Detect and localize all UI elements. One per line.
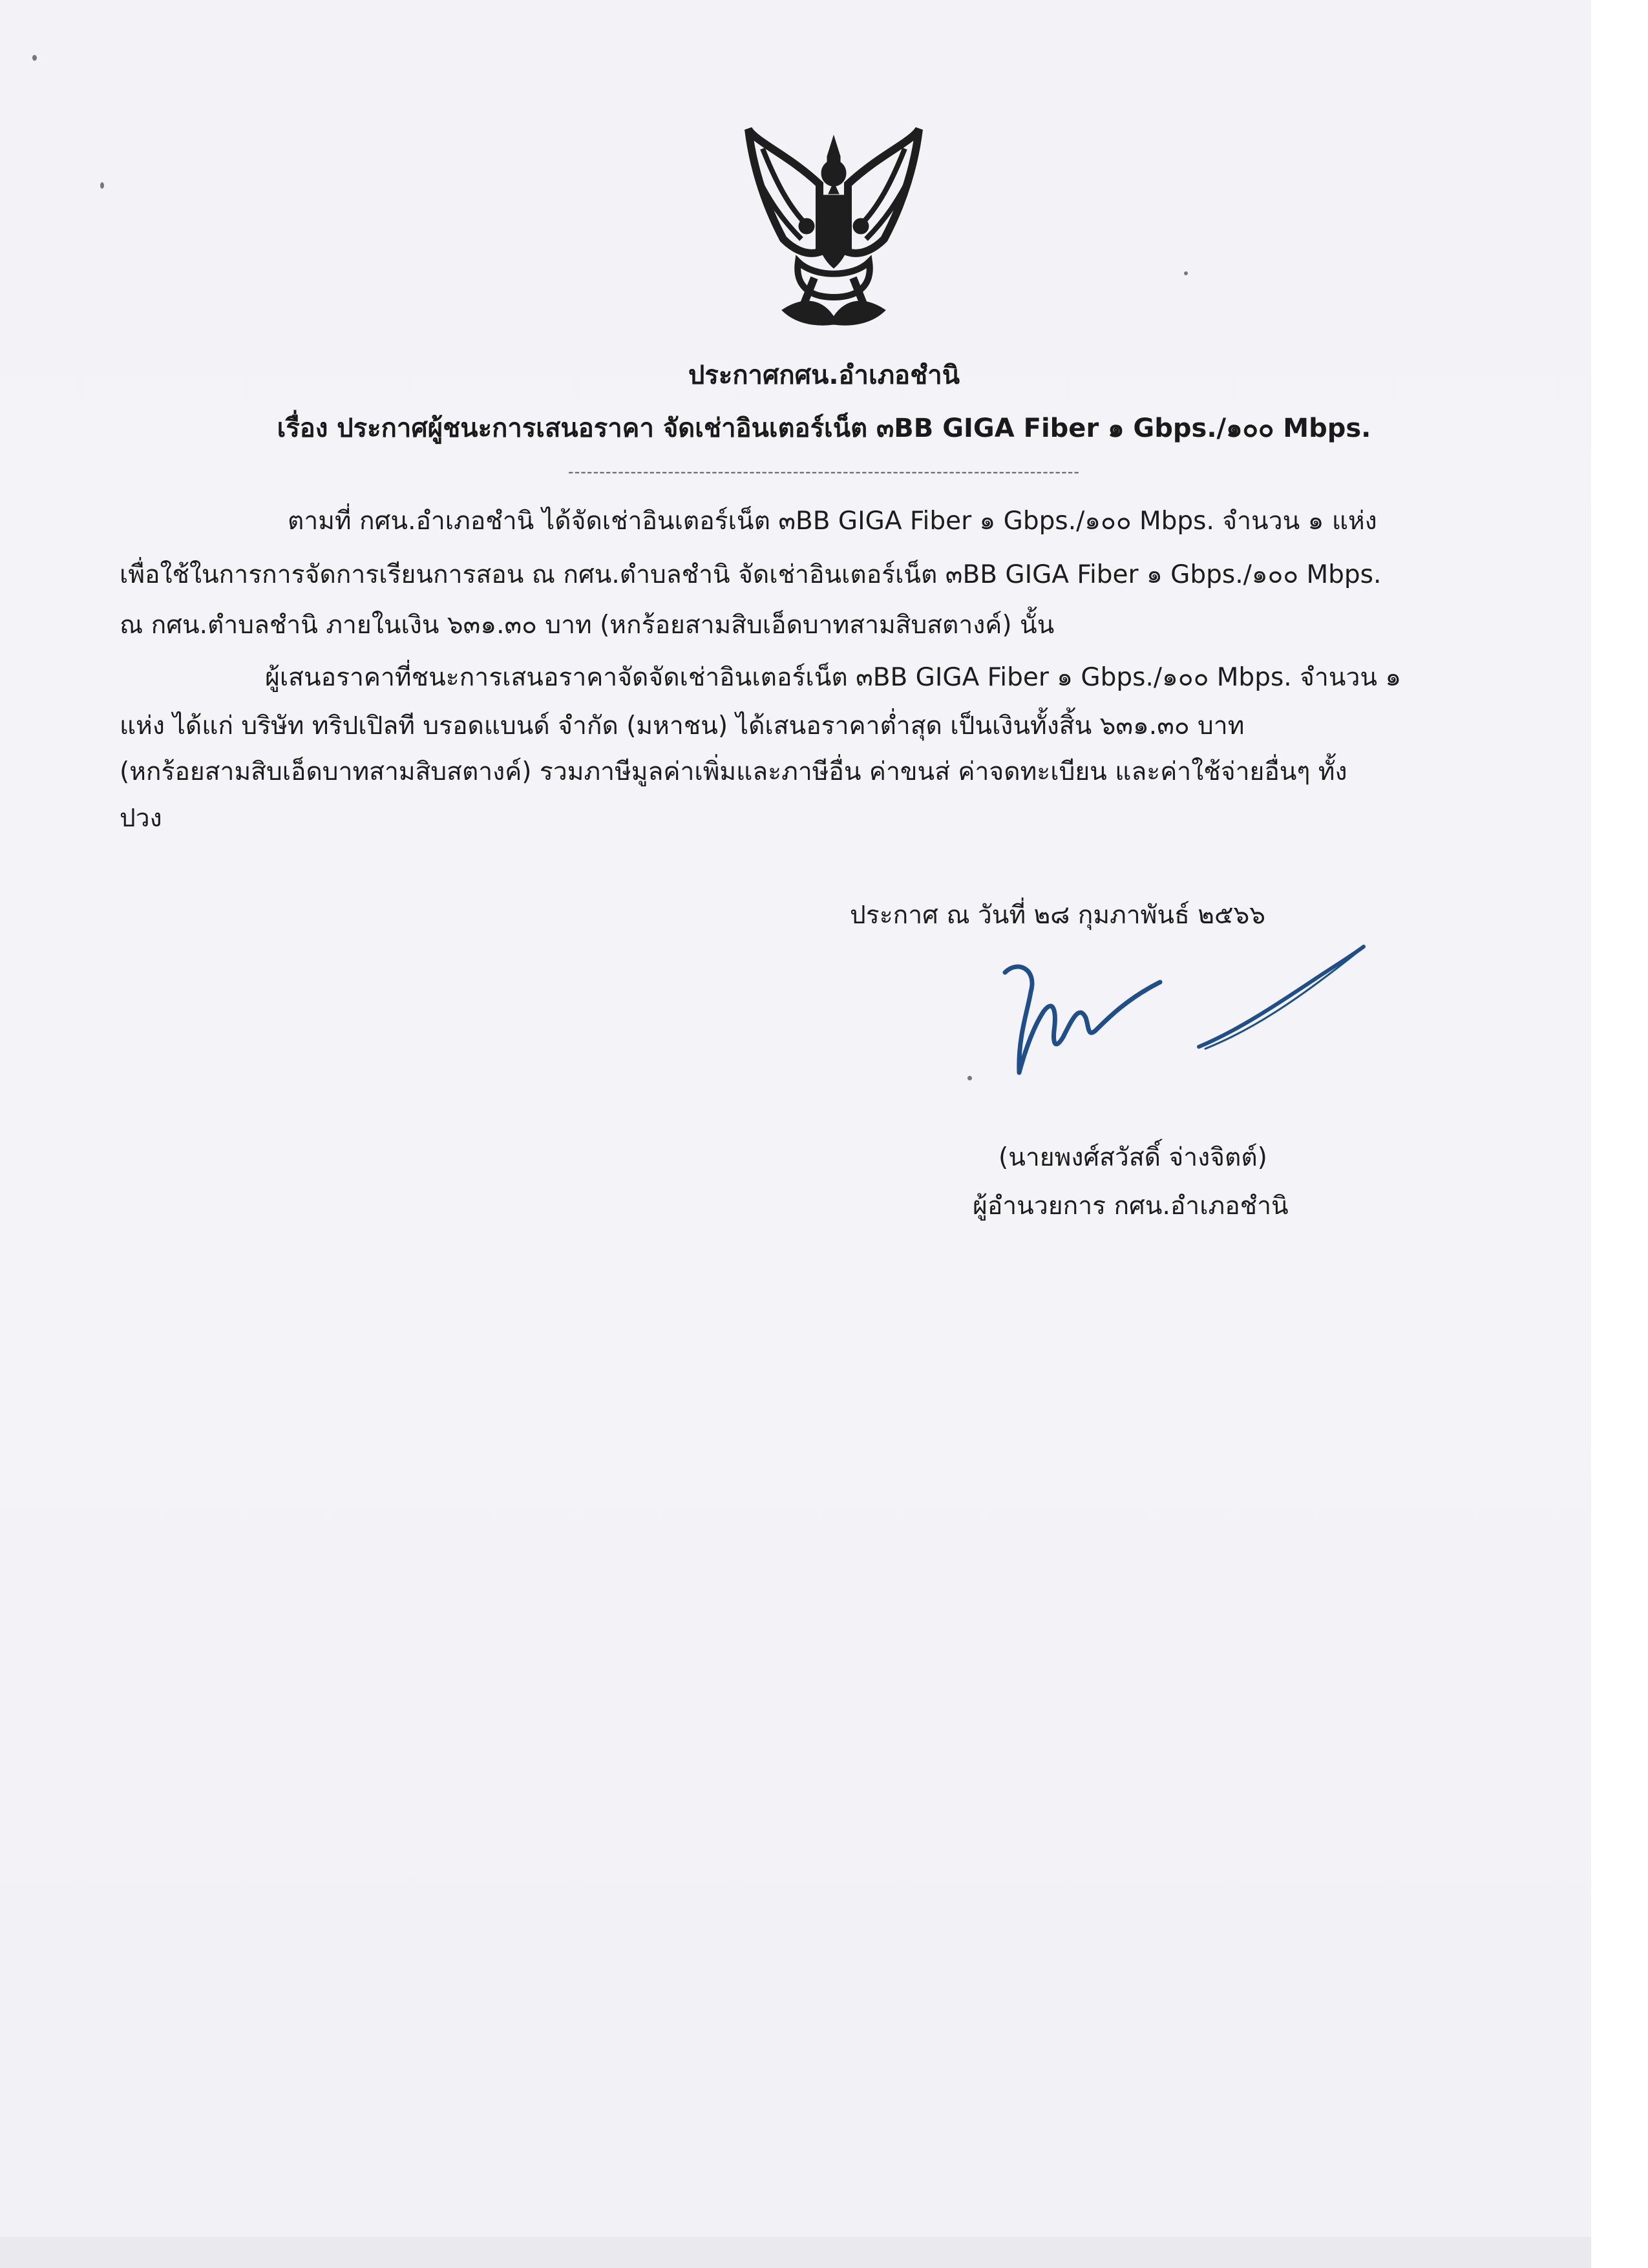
scan-speck (100, 182, 104, 189)
body-line-1: ตามที่ กศน.อำเภอชำนิ ได้จัดเช่าอินเตอร์เน็ต ๓BB GIGA Fiber ๑ Gbps./๑๐๐ Mbps. จำนวน ๑ แห่ง (288, 507, 1377, 536)
scan-speck (1184, 271, 1188, 275)
body-line-2: เพื่อใช้ในการการจัดการเรียนการสอน ณ กศน.ตำบลชำนิ จัดเช่าอินเตอร์เน็ต ๓BB GIGA Fiber ๑ Gbps./๑๐๐ Mbps. (120, 560, 1382, 589)
announcement-subject: เรื่อง ประกาศผู้ชนะการเสนอราคา จัดเช่าอินเตอร์เน็ต ๓BB GIGA Fiber ๑ Gbps./๑๐๐ Mbps. (277, 414, 1371, 443)
garuda-emblem-icon (737, 123, 931, 333)
signatory-position: ผู้อำนวยการ กศน.อำเภอชำนิ (973, 1192, 1289, 1221)
body-line-4: ผู้เสนอราคาที่ชนะการเสนอราคาจัดจัดเช่าอินเตอร์เน็ต ๓BB GIGA Fiber ๑ Gbps./๑๐๐ Mbps. จำนวน ๑ (265, 663, 1402, 692)
scan-speck (967, 1076, 972, 1080)
scan-margin (0, 2237, 1591, 2268)
handwritten-signature-icon (992, 934, 1380, 1089)
announcement-title: ประกาศกศน.อำเภอชำนิ (688, 361, 960, 390)
scan-speck (32, 55, 37, 61)
body-line-7: ปวง (120, 804, 162, 833)
signatory-name: (นายพงศ์สวัสดิ์ จ่างจิตต์) (998, 1143, 1267, 1172)
body-line-5: แห่ง ได้แก่ บริษัท ทริปเปิลที บรอดแบนด์ จำกัด (มหาชน) ได้เสนอราคาต่ำสุด เป็นเงินทั้งสิ้น ๖๓๑.๓๐ บาท (120, 711, 1245, 740)
announcement-date: ประกาศ ณ วันที่ ๒๘ กุมภาพันธ์ ๒๕๖๖ (850, 901, 1265, 930)
body-line-3: ณ กศน.ตำบลชำนิ ภายในเงิน ๖๓๑.๓๐ บาท (หกร้อยสามสิบเอ็ดบาทสามสิบสตางค์) นั้น (120, 611, 1055, 640)
body-line-6: (หกร้อยสามสิบเอ็ดบาทสามสิบสตางค์) รวมภาษีมูลค่าเพิ่มและภาษีอื่น ค่าขนส่ ค่าจดทะเบียน และค่าใช้จ่ายอื่นๆ ทั้ง (120, 757, 1347, 786)
divider-line: ---------------------------------------------------------------------------------- (567, 463, 1081, 481)
